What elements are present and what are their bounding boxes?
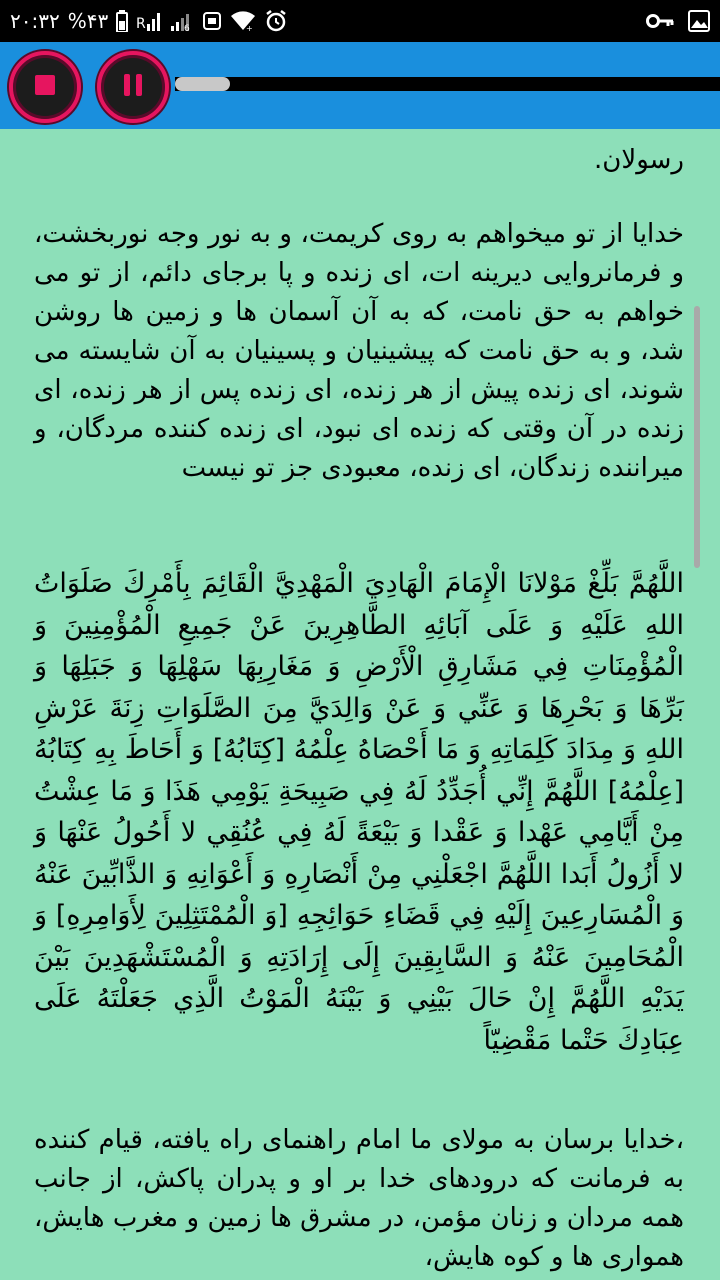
playback-progress-bar[interactable] bbox=[175, 77, 720, 91]
battery-icon bbox=[116, 10, 128, 32]
svg-text:6: 6 bbox=[184, 24, 190, 32]
svg-text:R: R bbox=[136, 16, 146, 32]
alarm-icon bbox=[264, 9, 288, 33]
stop-button[interactable] bbox=[9, 51, 81, 123]
paragraph-1: رسولان. bbox=[594, 145, 684, 175]
status-bar bbox=[0, 0, 720, 42]
image-icon bbox=[688, 10, 710, 32]
status-left bbox=[10, 0, 288, 42]
clock-text: ۲۰:۳۲ bbox=[10, 9, 60, 33]
svg-text:+: + bbox=[246, 24, 253, 32]
paragraph-3-arabic: اللَّهُمَّ بَلِّغْ مَوْلانَا الْإِمَامَ الْهَادِيَ الْمَهْدِيَّ الْقَائِمَ بِأَمْرِكَ صَلَوَاتُ اللهِ عَلَيْهِ وَ عَلَى آبَائِهِ الطَّاهِرِينَ عَنْ جَمِيعِ الْمُؤْمِنِينَ وَ الْمُؤْمِنَاتِ فِي مَشَارِقِ الْأَرْضِ وَ مَغَارِبِهَا سَهْلِهَا وَ جَبَلِهَا وَ بَرِّهَا وَ بَحْرِهَا وَ عَنِّي وَ عَنْ وَالِدَيَّ مِنَ الصَّلَوَاتِ زِنَةَ عَرْشِ اللهِ وَ مِدَادَ كَلِمَاتِهِ وَ مَا أَحْصَاهُ عِلْمُهُ [كِتَابُهُ] وَ أَحَاطَ بِهِ كِتَابُهُ [عِلْمُهُ] اللَّهُمَّ إِنِّي أُجَدِّدُ لَهُ فِي صَبِيحَةِ يَوْمِي هَذَا وَ مَا عِشْتُ مِنْ أَيَّامِي عَهْدا وَ عَقْدا وَ بَيْعَةً لَهُ فِي عُنُقِي لا أَحُولُ عَنْهَا وَ لا أَزُولُ أَبَدا اللَّهُمَّ اجْعَلْنِي مِنْ أَنْصَارِهِ وَ أَعْوَانِهِ وَ الذَّابِّينَ عَنْهُ وَ الْمُسَارِعِينَ إِلَيْهِ فِي قَضَاءِ حَوَائِجِهِ [وَ الْمُمْتَثِلِينَ لِأَوَامِرِهِ] وَ الْمُحَامِينَ عَنْهُ وَ السَّابِقِينَ إِلَى إِرَادَتِهِ وَ الْمُسْتَشْهَدِينَ بَيْنَ يَدَيْهِ اللَّهُمَّ إِنْ حَالَ بَيْنِي وَ بَيْنَهُ الْمَوْتُ الَّذِي جَعَلْتَهُ عَلَى عِبَادِكَ حَتْما مَقْضِيّاً bbox=[34, 568, 684, 1056]
paragraph-2: خدایا از تو میخواهم به روی کریمت، و به نور وجه نوربخشت، و فرمانروایی دیرینه ات، ای زنده و پا برجای دائم، از تو می خواهم به حق نامت، که به آن آسمان ها و زمین ها روشن شد، و به حق نامت که پیشینیان و پسینیان به آن شایسته می شوند، ای زنده پیش از هر زنده، ای زنده پس از هر زنده، ای زنده در آن وقتی که زنده ای نبود، ای زنده کننده مردگان، و میراننده زندگان، ای زنده، معبودی جز تو نیست bbox=[34, 219, 684, 483]
text-content[interactable] bbox=[0, 129, 720, 1280]
status-right bbox=[646, 0, 710, 42]
signal-icon bbox=[170, 10, 194, 32]
pause-icon bbox=[123, 74, 143, 100]
playback-progress-fill bbox=[175, 77, 230, 91]
battery-percent: %۴۳ bbox=[67, 9, 109, 33]
media-player-bar bbox=[0, 42, 720, 129]
key-icon bbox=[646, 13, 674, 29]
data-saver-icon bbox=[202, 10, 222, 32]
scrollbar[interactable] bbox=[694, 306, 700, 568]
signal-icon bbox=[136, 10, 162, 32]
pause-button[interactable] bbox=[97, 51, 169, 123]
paragraph-4: ،خدایا برسان به مولای ما امام راهنمای راه یافته، قیام کننده به فرمانت که درودهای خدا بر او و پدران پاکش، از جانب همه مردان و زنان مؤمن، در مشرق ها زمین و مغرب هایش، هموارى ها و کوه هایش، bbox=[34, 1125, 684, 1272]
stop-icon bbox=[35, 75, 55, 99]
wifi-icon bbox=[230, 10, 256, 32]
